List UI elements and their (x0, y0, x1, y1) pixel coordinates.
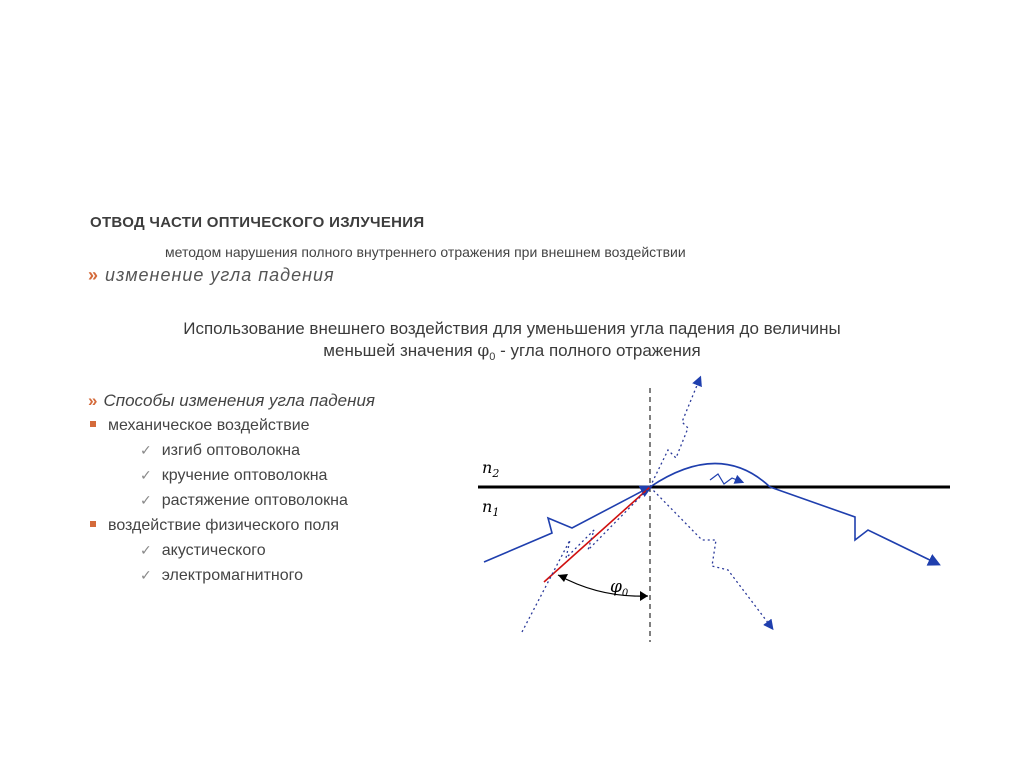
lead-bullet (88, 265, 335, 286)
list-item (88, 563, 478, 588)
list-item-label: изгиб оптоволокна (161, 442, 301, 459)
body-line-2-end: - угла полного отражения (495, 341, 701, 360)
body-line-2 (60, 340, 964, 368)
incident-ray (484, 487, 650, 562)
group-label: механическое воздействие (108, 417, 310, 434)
checkmark-icon: ✓ (140, 542, 152, 558)
checkmark-icon: ✓ (140, 567, 152, 583)
checkmark-icon: ✓ (140, 442, 152, 458)
list-item-label: кручение оптоволокна (161, 467, 328, 484)
arrowhead-icon (640, 591, 648, 601)
list-item (88, 438, 478, 463)
methods-heading: Способы изменения угла падения (103, 391, 376, 410)
guided-ray-arc (650, 464, 770, 488)
square-bullet-icon (90, 421, 96, 427)
list-item-group (88, 413, 478, 438)
methods-heading-row (88, 388, 478, 413)
reduced-angle-ray (544, 487, 650, 582)
list-item (88, 488, 478, 513)
checkmark-icon: ✓ (140, 492, 152, 508)
angle-arc (558, 575, 648, 596)
methods-list (88, 388, 478, 588)
dotted-refracted-ray (650, 378, 700, 487)
phi-subscript: 0 (489, 351, 496, 363)
list-item (88, 463, 478, 488)
dotted-reflected-ray (650, 487, 772, 628)
n1-label: $n_1$ (482, 497, 500, 519)
checkmark-icon: ✓ (140, 467, 152, 483)
body-line-2-start: меньшей значения (323, 341, 478, 360)
dotted-incident-ray (522, 487, 650, 632)
list-item-label: электромагнитного (161, 567, 304, 584)
arrowhead-icon (558, 574, 568, 582)
square-bullet-icon (90, 521, 96, 527)
phi-symbol: φ (477, 341, 490, 361)
double-chevron-icon: » (88, 391, 98, 410)
list-item-group (88, 513, 478, 538)
angle-label: $\varphi_0$ (610, 577, 629, 599)
guided-wave-arrow (710, 474, 742, 484)
list-item-label: растяжение оптоволокна (161, 492, 348, 509)
double-chevron-icon: » (88, 265, 100, 285)
body-paragraph (60, 318, 964, 368)
body-line-1: Использование внешнего воздействия для уменьшения угла падения до величины (183, 319, 841, 338)
total-internal-reflection-diagram (470, 370, 960, 650)
lead-bullet-text: изменение угла падения (105, 265, 335, 285)
group-label: воздействие физического поля (108, 517, 340, 534)
reflected-ray (770, 487, 938, 564)
list-item (88, 538, 478, 563)
n2-label: $n_2$ (482, 458, 500, 480)
slide-subtitle: методом нарушения полного внутреннего отражения при внешнем воздействии (165, 244, 686, 260)
slide-title: ОТВОД ЧАСТИ ОПТИЧЕСКОГО ИЗЛУЧЕНИЯ (90, 214, 425, 231)
list-item-label: акустического (161, 542, 266, 559)
